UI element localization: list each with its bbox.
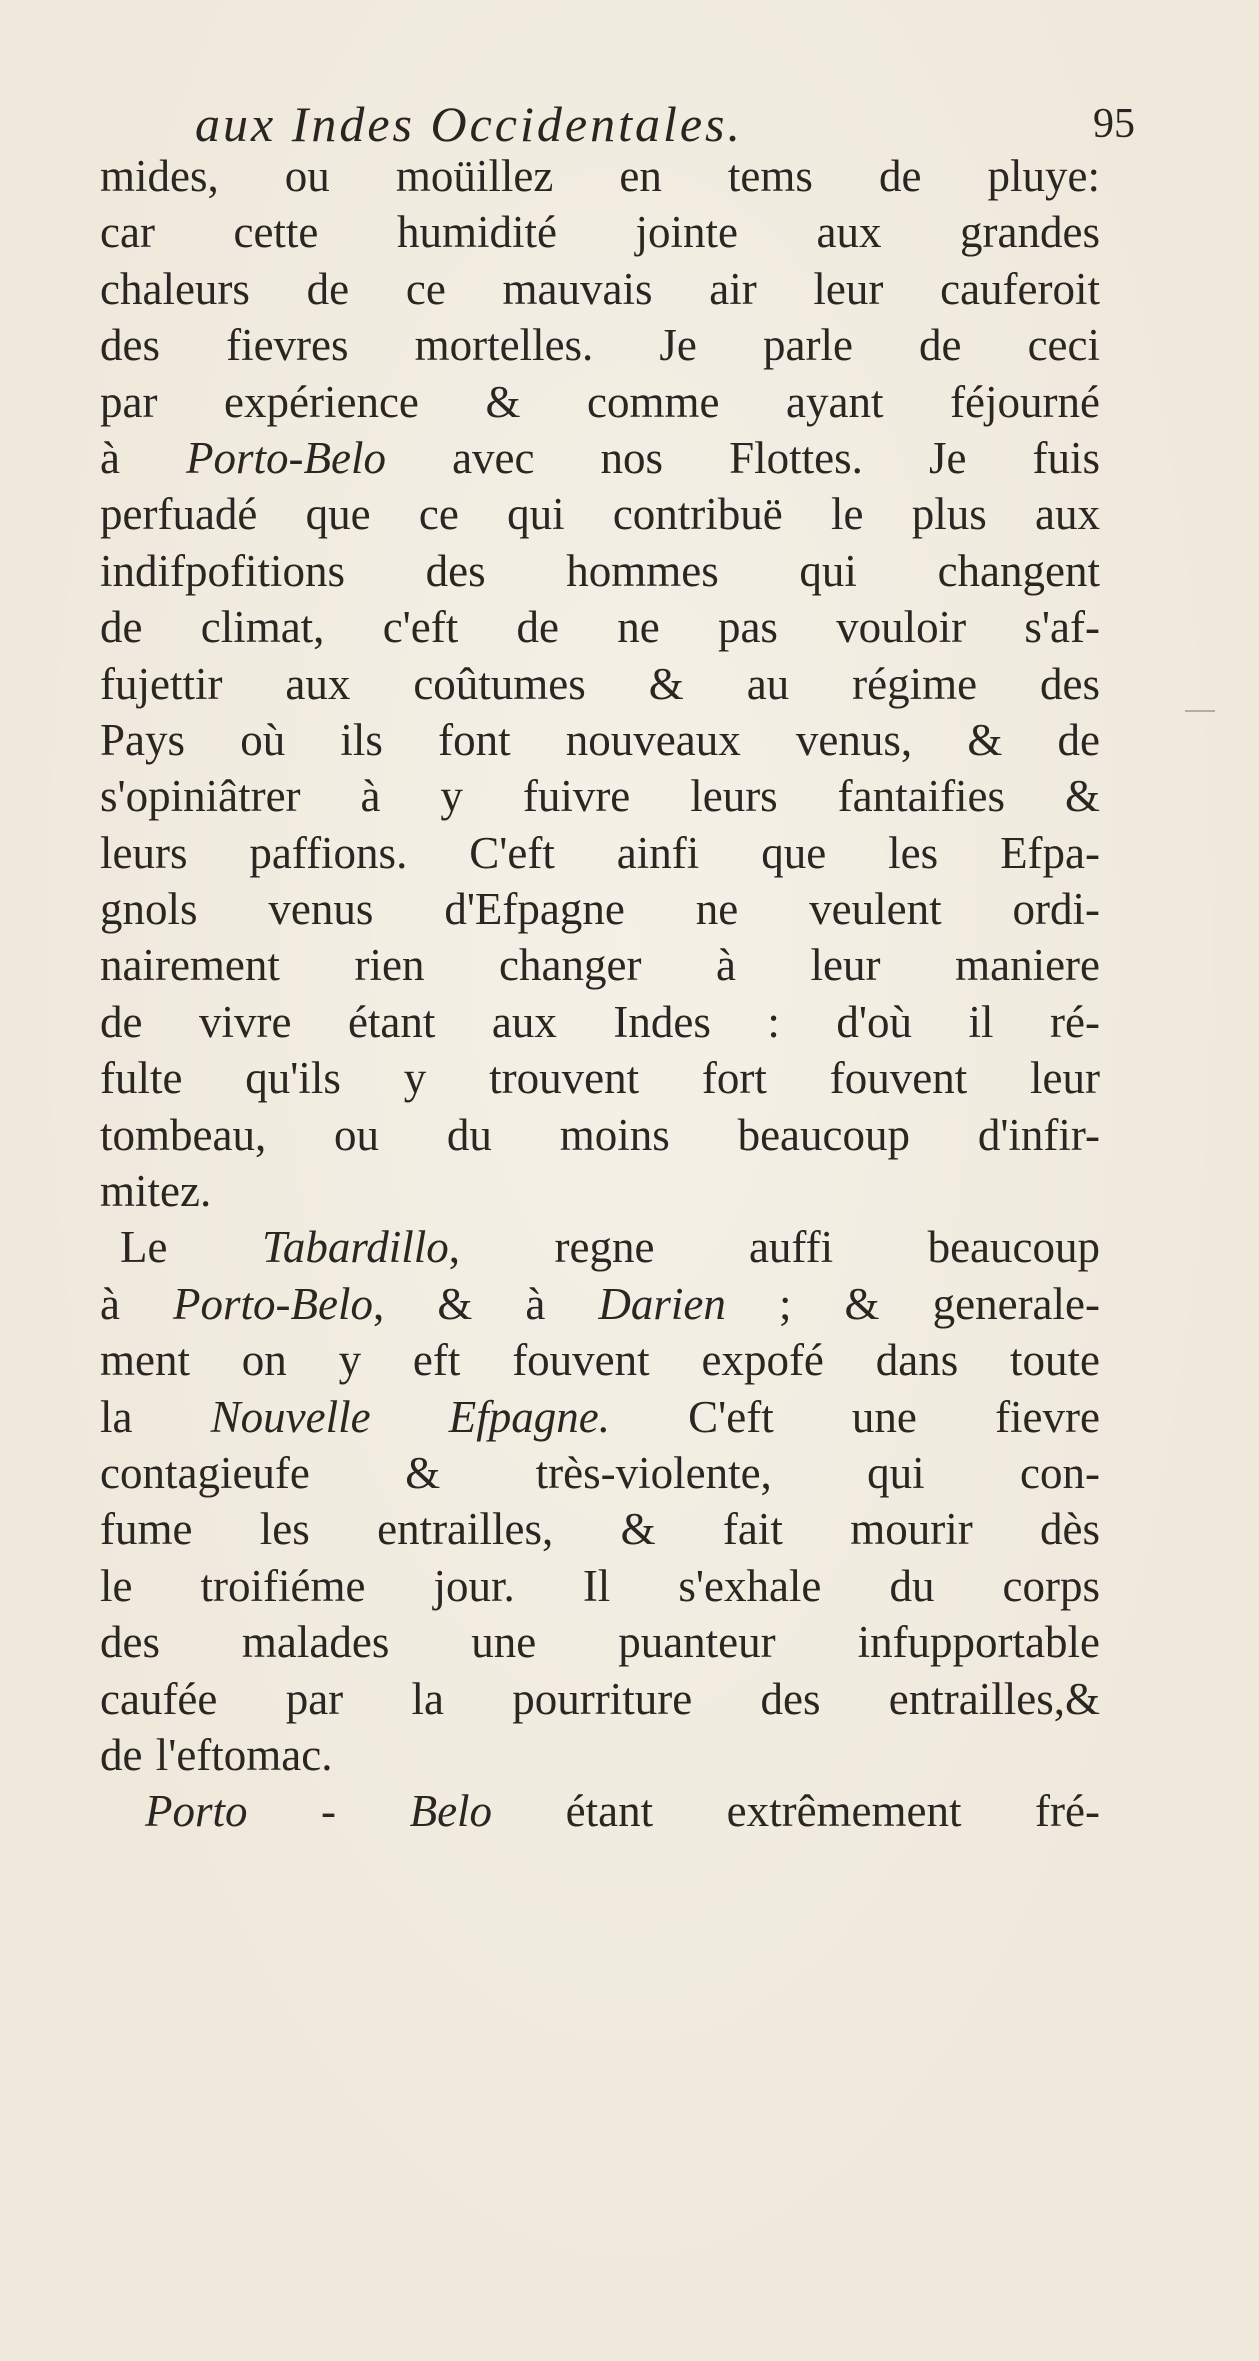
text-line: tombeau, ou du moins beaucoup d'infir- bbox=[100, 1109, 1100, 1160]
text-run: à bbox=[100, 432, 187, 483]
text-run: avec nos Flottes. Je fuis bbox=[386, 432, 1100, 483]
running-title: aux Indes Occidentales. bbox=[195, 96, 744, 152]
text-line: contagieufe & très-violente, qui con- bbox=[100, 1447, 1100, 1498]
text-run: la bbox=[100, 1391, 211, 1442]
text-line bbox=[100, 1276, 1100, 1332]
text-line: car cette humidité jointe aux grandes bbox=[100, 207, 1100, 258]
body-text bbox=[100, 148, 1100, 1840]
disease-name: Tabardillo bbox=[261, 1222, 449, 1273]
text-line: perfuadé que ce qui contribuë le plus aux bbox=[100, 489, 1100, 540]
margin-mark bbox=[1185, 710, 1215, 712]
page-number: 95 bbox=[1093, 101, 1135, 147]
text-line: gnols venus d'Efpagne ne veulent ordi- bbox=[100, 884, 1100, 935]
running-header bbox=[195, 95, 1135, 152]
place-name: Porto - Belo bbox=[145, 1786, 493, 1837]
text-line: fulte qu'ils y trouvent fort fouvent leur bbox=[100, 1053, 1100, 1104]
text-line: leurs paffions. C'eft ainfi que les Efpa- bbox=[100, 827, 1100, 878]
text-line: ment on y eft fouvent expofé dans toute bbox=[100, 1335, 1100, 1386]
place-name: Darien bbox=[598, 1278, 726, 1329]
text-run: C'eft une fievre bbox=[609, 1391, 1100, 1442]
place-name: Nouvelle Efpagne. bbox=[210, 1391, 610, 1442]
text-line: s'opiniâtrer à y fuivre leurs fantaifies & bbox=[100, 771, 1100, 822]
text-line bbox=[100, 1783, 1100, 1839]
text-line: fujettir aux coûtumes & au régime des bbox=[100, 658, 1100, 709]
text-line: indifpofitions des hommes qui changent bbox=[100, 545, 1100, 596]
text-run: étant extrêmement fré- bbox=[492, 1786, 1100, 1837]
text-line: de l'eftomac. bbox=[100, 1729, 333, 1780]
text-run: à bbox=[100, 1278, 174, 1329]
text-line: des fievres mortelles. Je parle de ceci bbox=[100, 320, 1100, 371]
text-line: mitez. bbox=[100, 1166, 212, 1217]
text-line: mides, ou moüillez en tems de pluye: bbox=[100, 151, 1100, 201]
text-line: caufée par la pourriture des entrailles,& bbox=[100, 1673, 1100, 1724]
text-line bbox=[100, 1219, 1100, 1275]
text-run: Le bbox=[120, 1222, 262, 1273]
place-name: Porto-Belo bbox=[173, 1278, 373, 1329]
text-line: chaleurs de ce mauvais air leur cauferoit bbox=[100, 263, 1100, 314]
place-name: Porto-Belo bbox=[186, 432, 386, 483]
text-line: de vivre étant aux Indes : d'où il ré- bbox=[100, 996, 1100, 1047]
text-line bbox=[100, 430, 1100, 486]
text-line: le troifiéme jour. Il s'exhale du corps bbox=[100, 1560, 1100, 1611]
text-run: ; & generale- bbox=[725, 1278, 1100, 1329]
text-line: de climat, c'eft de ne pas vouloir s'af- bbox=[100, 602, 1100, 653]
text-line bbox=[100, 1389, 1100, 1445]
text-line: des malades une puanteur infupportable bbox=[100, 1617, 1100, 1668]
text-line: Pays où ils font nouveaux venus, & de bbox=[100, 714, 1100, 765]
text-line: nairement rien changer à leur maniere bbox=[100, 940, 1100, 991]
text-run: , regne auffi beaucoup bbox=[448, 1222, 1101, 1273]
text-line: fume les entrailles, & fait mourir dès bbox=[100, 1504, 1100, 1555]
text-run: , & à bbox=[373, 1278, 599, 1329]
text-line: par expérience & comme ayant féjourné bbox=[100, 376, 1100, 427]
